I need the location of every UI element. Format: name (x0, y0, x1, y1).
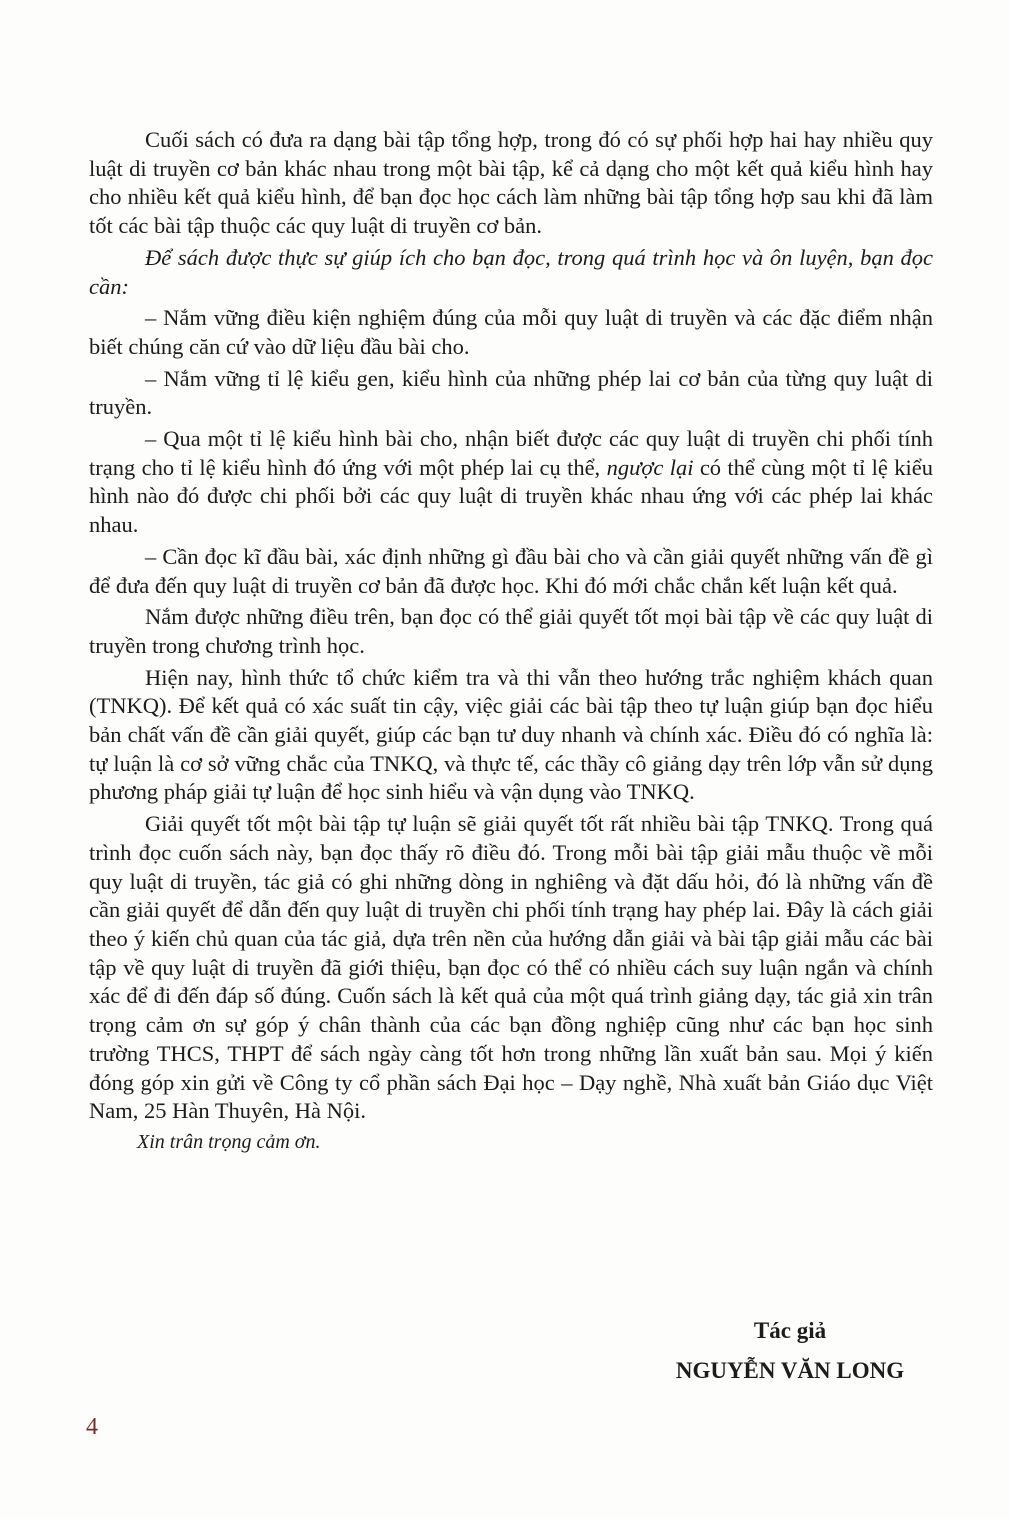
page-body (89, 126, 933, 1156)
paragraph-acknowledgement: Giải quyết tốt một bài tập tự luận sẽ giải quyết tốt rất nhiều bài tập TNKQ. Trong quá trình đọc cuốn sách này, bạn đọc thấy rõ điều đó. Trong mỗi bài tập giải mẫu thuộc về mỗi quy luật di truyền, tác giả có ghi những dòng in nghiêng và đặt dấu hỏi, đó là những vấn đề cần giải quyết để dẫn đến quy luật di truyền chi phối tính trạng hay phép lai. Đây là cách giải theo ý kiến chủ quan của tác giả, dựa trên nền của hướng dẫn giải và bài tập giải mẫu các bài tập về quy luật di truyền đã giới thiệu, bạn đọc có thể có nhiều cách suy luận ngắn và chính xác để đi đến đáp số đúng. Cuốn sách là kết quả của một quá trình giảng dạy, tác giả xin trân trọng cảm ơn sự góp ý chân thành của các bạn đồng nghiệp cũng như các bạn học sinh trường THCS, THPT để sách ngày càng tốt hơn trong những lần xuất bản sau. Mọi ý kiến đóng góp xin gửi về Công ty cổ phần sách Đại học – Dạy nghề, Nhà xuất bản Giáo dục Việt Nam, 25 Hàn Thuyên, Hà Nội. (89, 811, 933, 1124)
paragraph-reader-advice-intro: Để sách được thực sự giúp ích cho bạn đọc, trong quá trình học và ôn luyện, bạn đọc cần: (89, 244, 933, 299)
italic-emphasis: ngược lại (606, 454, 694, 480)
page-number: 4 (86, 1414, 98, 1440)
paragraph-bullet-phenotype-part2: có thể cùng một tỉ lệ kiểu hình nào đó được chi phối bởi các quy luật di truyền khác nhau ứng với các phép lai khác nhau. (89, 454, 933, 538)
paragraph-summary-exercises: Cuối sách có đưa ra dạng bài tập tổng hợp, trong đó có sự phối hợp hai hay nhiều quy luật di truyền cơ bản khác nhau trong một bài tập, kể cả dạng cho một kết quả kiểu hình hay cho nhiều kết quả kiểu hình, để bạn đọc học cách làm những bài tập tổng hợp sau khi đã làm tốt các bài tập thuộc các quy luật di truyền cơ bản. (89, 127, 933, 239)
paragraph-tnkq: Hiện nay, hình thức tổ chức kiểm tra và thi vẫn theo hướng trắc nghiệm khách quan (TNKQ). Để kết quả có xác suất tin cậy, việc giải các bài tập theo tự luận giúp bạn đọc hiểu bản chất vấn đề cần giải quyết, giúp các bạn tư duy nhanh và chính xác. Điều đó có nghĩa là: tự luận là cơ sở vững chắc của TNKQ, và thực tế, các thầy cô giảng dạy trên lớp vẫn sử dụng phương pháp giải tự luận để học sinh hiểu và vận dụng vào TNKQ. (89, 664, 933, 805)
paragraph-bullet-phenotype-part1: – Qua một tỉ lệ kiểu hình bài cho, nhận biết được các quy luật di truyền chi phối tính trạng cho tỉ lệ kiểu hình đó ứng với một phép lai cụ thể, (89, 426, 933, 480)
paragraph-bullet-read-carefully: – Cần đọc kĩ đầu bài, xác định những gì đầu bài cho và cần giải quyết những vấn đề gì để đưa đến quy luật di truyền cơ bản đã được học. Khi đó mới chắc chắn kết luận kết quả. (89, 543, 933, 598)
paragraph-mastery: Nắm được những điều trên, bạn đọc có thể giải quyết tốt mọi bài tập về các quy luật di truyền trong chương trình học. (89, 604, 933, 658)
paragraph-bullet-ratios: – Nắm vững tỉ lệ kiểu gen, kiểu hình của những phép lai cơ bản của từng quy luật di truyền. (89, 365, 933, 420)
signature-role: Tác giả (753, 1318, 827, 1343)
paragraph-bullet-conditions: – Nắm vững điều kiện nghiệm đúng của mỗi quy luật di truyền và các đặc điểm nhận biết chúng căn cứ vào dữ liệu đầu bài cho. (89, 305, 933, 359)
signature-name: NGUYỄN VĂN LONG (675, 1358, 905, 1383)
paragraph-bullet-phenotype (89, 425, 933, 540)
closing-thanks: Xin trân trọng cảm ơn. (137, 1130, 321, 1153)
